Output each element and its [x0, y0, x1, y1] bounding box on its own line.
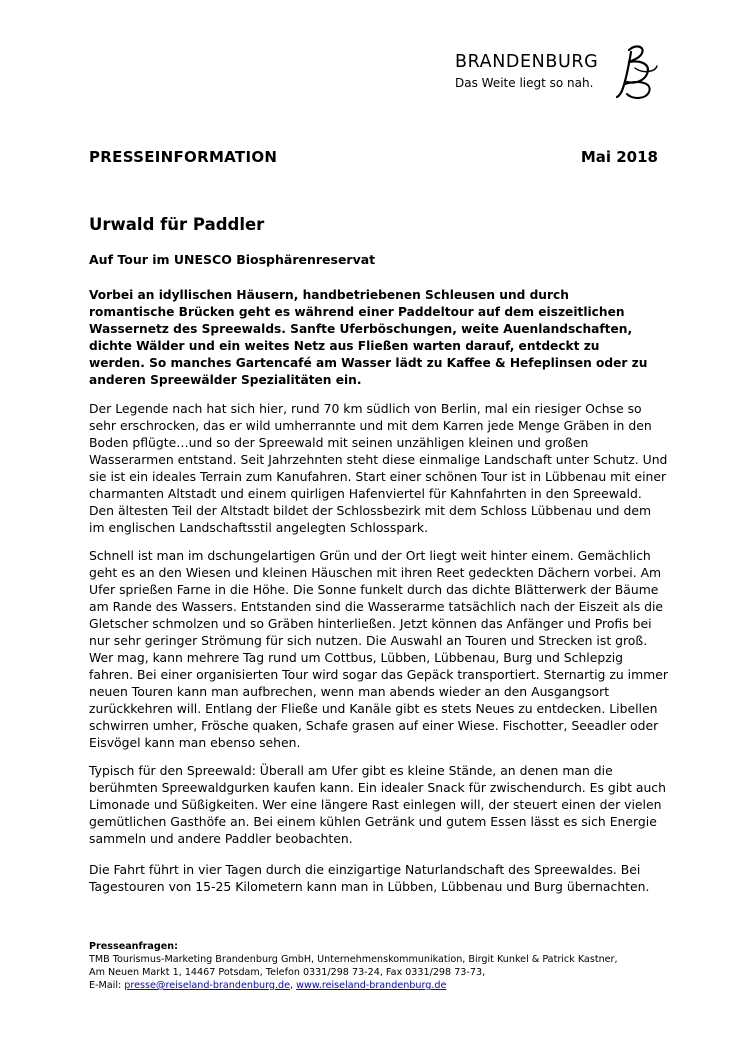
paragraph-line: fahren. Bei einer organisierten Tour wird sogar das Gepäck transportiert. Sternartig zu immer — [89, 667, 668, 682]
press-contact-heading: Presseanfragen: — [89, 941, 178, 952]
paragraph-line: berühmten Spreewaldgurken kaufen kann. Ein idealer Snack für zwischendurch. Es gibt auch — [89, 780, 666, 795]
paragraph-line: charmanten Altstadt und einem quirligen Hafenviertel für Kahnfahrten in den Spreewald. — [89, 486, 642, 501]
paragraph-line: sie ist ein ideales Terrain zum Kanufahren. Start einer schönen Tour ist in Lübbenau mit einer — [89, 469, 667, 484]
paragraph-line: Typisch für den Spreewald: Überall am Ufer gibt es kleine Stände, an denen man die — [89, 763, 613, 778]
website-link[interactable]: www.reiseland-brandenburg.de — [296, 980, 447, 991]
paragraph-line: Die Fahrt führt in vier Tagen durch die einzigartige Naturlandschaft des Spreewaldes. Bei — [89, 862, 641, 877]
paragraph-line: Schnell ist man im dschungelartigen Grün und der Ort liegt weit hinter einem. Gemächlich — [89, 548, 651, 563]
document-type-label: PRESSEINFORMATION — [89, 148, 278, 166]
paragraph-line: Wasserarmen entstand. Seit Jahrzehnten steht diese einmalige Landschaft unter Schutz. Und — [89, 452, 668, 467]
body-paragraph-3 — [89, 762, 669, 847]
lead-line: Wassernetz des Spreewalds. Sanfte Uferböschungen, weite Auenlandschaften, — [89, 322, 633, 336]
paragraph-line: Boden pflügte…und so der Spreewald mit seinen unzähligen kleinen und großen — [89, 435, 589, 450]
body-paragraph-4 — [89, 861, 669, 895]
paragraph-line: Eisvögel kann man ebenso sehen. — [89, 735, 301, 750]
paragraph-line: am Rande des Wassers. Entstanden sind die Wasserarme tatsächlich nach der Eiszeit als die — [89, 599, 664, 614]
link-separator: , — [290, 980, 297, 991]
paragraph-line: zurückkehren will. Entlang der Fließe und Kanäle gibt es stets Neues zu entdecken. Libellen — [89, 701, 658, 716]
press-contact-address: Am Neuen Markt 1, 14467 Potsdam, Telefon 0331/298 73-24, Fax 0331/298 73-73, — [89, 967, 486, 978]
lead-line: werden. So manches Gartencafé am Wasser lädt zu Kaffee & Hefeplinsen oder zu — [89, 356, 648, 370]
article-subtitle: Auf Tour im UNESCO Biosphärenreservat — [89, 252, 376, 267]
paragraph-line: Der Legende nach hat sich hier, rund 70 km südlich von Berlin, mal ein riesiger Ochse so — [89, 401, 642, 416]
paragraph-line: Tagestouren von 15-25 Kilometern kann man in Lübben, Lübbenau und Burg übernachten. — [89, 879, 650, 894]
press-contact — [89, 940, 669, 992]
body-paragraph-1 — [89, 400, 669, 536]
lead-line: romantische Brücken geht es während einer Paddeltour auf dem eiszeitlichen — [89, 305, 625, 319]
paragraph-line: Limonade und Süßigkeiten. Wer eine längere Rast einlegen will, der steuert einen der vielen — [89, 797, 662, 812]
document-date: Mai 2018 — [580, 148, 658, 166]
paragraph-line: sammeln und andere Paddler beobachten. — [89, 831, 353, 846]
paragraph-line: nur sehr geringer Strömung für sich nutzen. Die Auswahl an Touren und Strecken ist groß. — [89, 633, 648, 648]
logo-tagline: Das Weite liegt so nah. — [455, 76, 594, 90]
brandenburg-logo — [455, 44, 665, 100]
paragraph-line: Wer mag, kann mehrere Tag rund um Cottbus, Lübben, Lübbenau, Burg und Schlepzig — [89, 650, 624, 665]
lead-line: anderen Spreewälder Spezialitäten ein. — [89, 373, 362, 387]
paragraph-line: sehr erschrocken, das er wild umherrannte und mit dem Karren jede Menge Gräben in den — [89, 418, 652, 433]
paragraph-line: schwirren umher, Frösche quaken, Schafe grasen auf einer Wiese. Fischotter, Seeadler oder — [89, 718, 659, 733]
brandenburg-b-mark-icon — [615, 44, 659, 100]
press-contact-links — [89, 979, 669, 992]
lead-paragraph — [89, 287, 669, 389]
logo-title: BRANDENBURG — [455, 52, 599, 72]
email-link[interactable]: presse@reiseland-brandenburg.de — [124, 980, 291, 991]
paragraph-line: neuen Touren kann man aufbrechen, wenn man abends wieder an den Ausgangsort — [89, 684, 610, 699]
lead-line: Vorbei an idyllischen Häusern, handbetriebenen Schleusen und durch — [89, 288, 569, 302]
paragraph-line: im englischen Landschaftsstil angelegten Schlosspark. — [89, 520, 429, 535]
paragraph-line: Den ältesten Teil der Altstadt bildet der Schlossbezirk mit dem Schloss Lübbenau und dem — [89, 503, 652, 518]
lead-line: dichte Wälder und ein weites Netz aus Fließen warten darauf, entdeckt zu — [89, 339, 600, 353]
paragraph-line: geht es an den Wiesen und kleinen Häuschen mit ihren Reet gedeckten Dächern vorbei. Am — [89, 565, 662, 580]
article-title: Urwald für Paddler — [89, 215, 265, 234]
email-prefix: E-Mail: — [89, 980, 125, 991]
paragraph-line: Ufer sprießen Farne in die Höhe. Die Sonne funkelt durch das dichte Blätterwerk der Bäume — [89, 582, 659, 597]
press-contact-company: TMB Tourismus-Marketing Brandenburg GmbH, Unternehmenskommunikation, Birgit Kunkel & Patrick Kastner, — [89, 954, 618, 965]
paragraph-line: gemütlichen Gasthöfe an. Bei einem kühlen Getränk und gutem Essen lässt es sich Energie — [89, 814, 657, 829]
paragraph-line: Gletscher schmolzen und so Gräben hinterließen. Jetzt können das Anfänger und Profis bei — [89, 616, 652, 631]
body-paragraph-2 — [89, 547, 669, 751]
